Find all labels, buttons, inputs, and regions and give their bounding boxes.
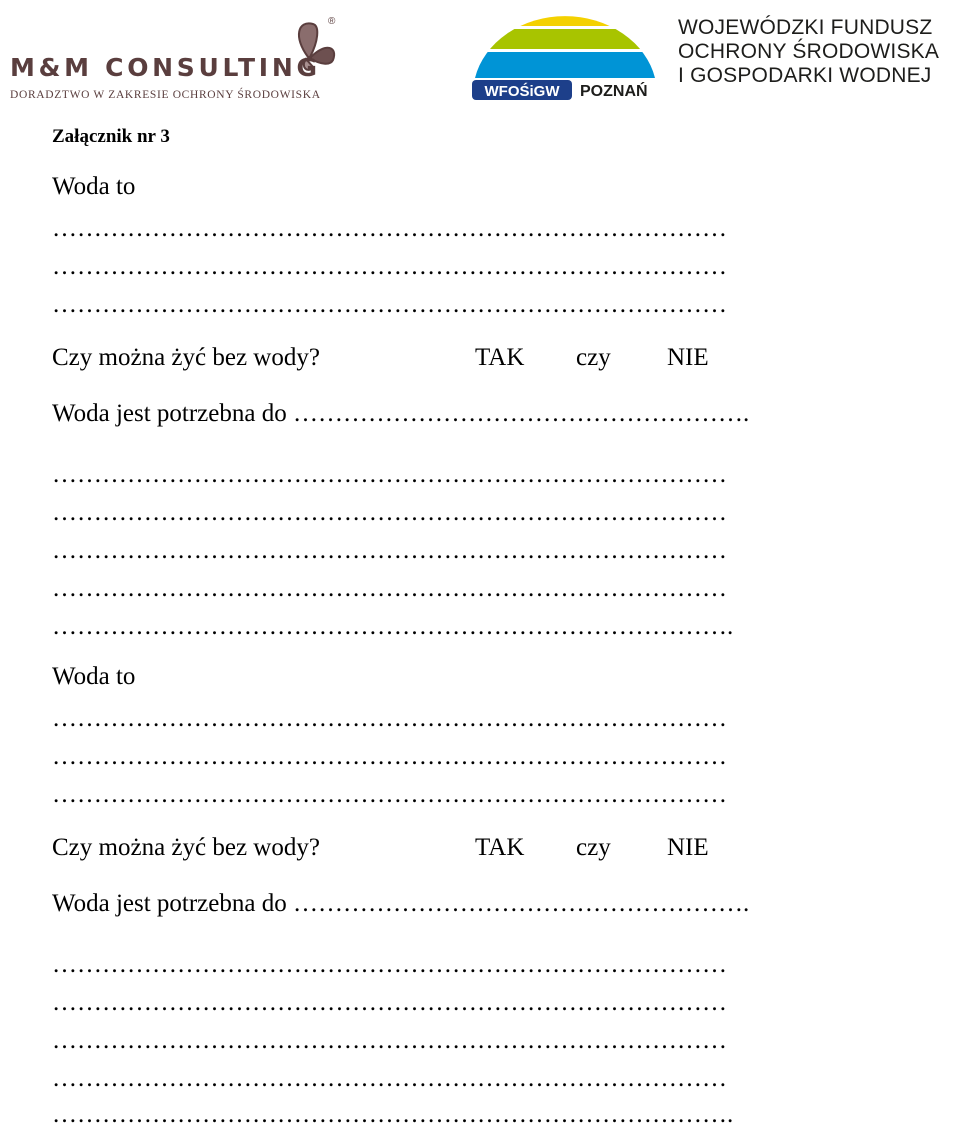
answer-yes: TAK — [475, 834, 525, 861]
answer-line-short: ………………………………………………. — [292, 890, 750, 917]
mm-logo-name: M&M CONSULTING — [10, 53, 320, 82]
answer-no: NIE — [667, 344, 709, 371]
registered-mark: ® — [328, 16, 336, 27]
answer-line: ……………………………………………………………………… — [52, 461, 727, 488]
answer-line: ……………………………………………………………………… — [52, 743, 727, 770]
mm-logo-tagline: DORADZTWO W ZAKRESIE OCHRONY ŚRODOWISKA — [10, 89, 320, 101]
answer-line: ……………………………………………………………………… — [52, 291, 727, 318]
answer-line: ……………………………………………………………………… — [52, 1027, 727, 1054]
answer-no: NIE — [667, 834, 709, 861]
answer-or: czy — [576, 344, 611, 371]
answer-line: ……………………………………………………………………… — [52, 215, 727, 242]
answer-line: ……………………………………………………………………… — [52, 781, 727, 808]
wf-name-line1: WOJEWÓDZKI FUNDUSZ — [678, 16, 933, 39]
answer-line-short: ………………………………………………. — [292, 400, 750, 427]
answer-line: ……………………………………………………………………… — [52, 951, 727, 978]
answer-line: ……………………………………………………………………… — [52, 253, 727, 280]
answer-line: ………………………………………………………………………. — [52, 1101, 734, 1128]
answer-line: ……………………………………………………………………… — [52, 705, 727, 732]
answer-line: ……………………………………………………………………… — [52, 575, 727, 602]
attachment-label: Załącznik nr 3 — [52, 126, 170, 147]
answer-yes: TAK — [475, 344, 525, 371]
answer-line: ……………………………………………………………………… — [52, 499, 727, 526]
wf-name-line2: OCHRONY ŚRODOWISKA — [678, 40, 940, 63]
water-is-label: Woda to — [52, 173, 136, 200]
answer-line: ……………………………………………………………………… — [52, 1065, 727, 1092]
answer-line: ……………………………………………………………………… — [52, 537, 727, 564]
wf-name-line3: I GOSPODARKI WODNEJ — [678, 64, 932, 87]
water-is-label: Woda to — [52, 663, 136, 690]
water-needed-for-text: Woda jest potrzebna do — [52, 400, 287, 427]
question-live-without-water: Czy można żyć bez wody? — [52, 834, 320, 861]
answer-line: ………………………………………………………………………. — [52, 613, 734, 640]
answer-line: ……………………………………………………………………… — [52, 989, 727, 1016]
water-needed-for-label — [52, 889, 749, 919]
wfosigw-logo — [470, 0, 660, 102]
answer-or: czy — [576, 834, 611, 861]
question-live-without-water: Czy można żyć bez wody? — [52, 344, 320, 371]
mm-consulting-logo — [8, 12, 338, 102]
wf-badge-text: WFOŚiGW — [484, 83, 560, 100]
water-needed-for-label — [52, 399, 749, 429]
wf-city: POZNAŃ — [580, 83, 648, 100]
water-needed-for-text: Woda jest potrzebna do — [52, 890, 287, 917]
